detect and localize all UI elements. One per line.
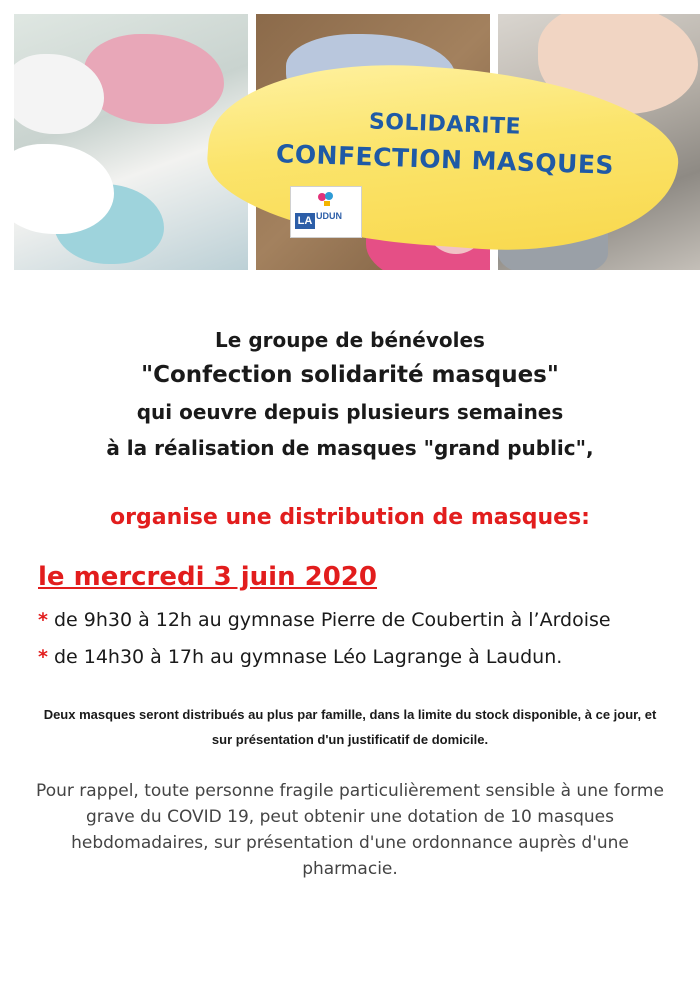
distribution-date: le mercredi 3 juin 2020 <box>38 562 377 592</box>
banner-title-line2: CONFECTION MASQUES <box>275 139 615 180</box>
distribution-headline: organise une distribution de masques: <box>110 505 590 530</box>
logo-la: LA <box>295 213 315 229</box>
banner-title-line1: SOLIDARITE <box>368 109 522 140</box>
header-banner <box>0 0 700 290</box>
intro-line-3: qui oeuvre depuis plusieurs semaines <box>136 400 564 424</box>
schedule-text-afternoon: de 14h30 à 17h au gymnase Léo Lagrange à Laudun. <box>53 646 563 668</box>
reminder-paragraph: Pour rappel, toute personne fragile particulièrement sensible à une forme grave du COVID 19, peut obtenir une dotation de 10 masques hebdomadaires, sur présentation d'une ordonnance auprès d'une pharmacie. <box>36 781 664 879</box>
bullet-star: * <box>38 646 48 668</box>
schedule-text-morning: de 9h30 à 12h au gymnase Pierre de Coubertin à l’Ardoise <box>53 609 611 631</box>
logo-word: UDUN <box>316 211 342 221</box>
logo-mark-icon <box>317 191 335 207</box>
schedule-item-morning <box>38 609 611 631</box>
laudun-ardoise-logo <box>290 186 362 238</box>
intro-line-1: Le groupe de bénévoles <box>215 328 485 352</box>
schedule-item-afternoon <box>38 646 562 668</box>
distribution-conditions: Deux masques seront distribués au plus par famille, dans la limite du stock disponible, à ce jour, et sur présentation d'un justificatif de domicile. <box>43 707 657 747</box>
bullet-star: * <box>38 609 48 631</box>
intro-line-2: "Confection solidarité masques" <box>141 362 559 388</box>
intro-line-4: à la réalisation de masques "grand public", <box>106 436 594 460</box>
